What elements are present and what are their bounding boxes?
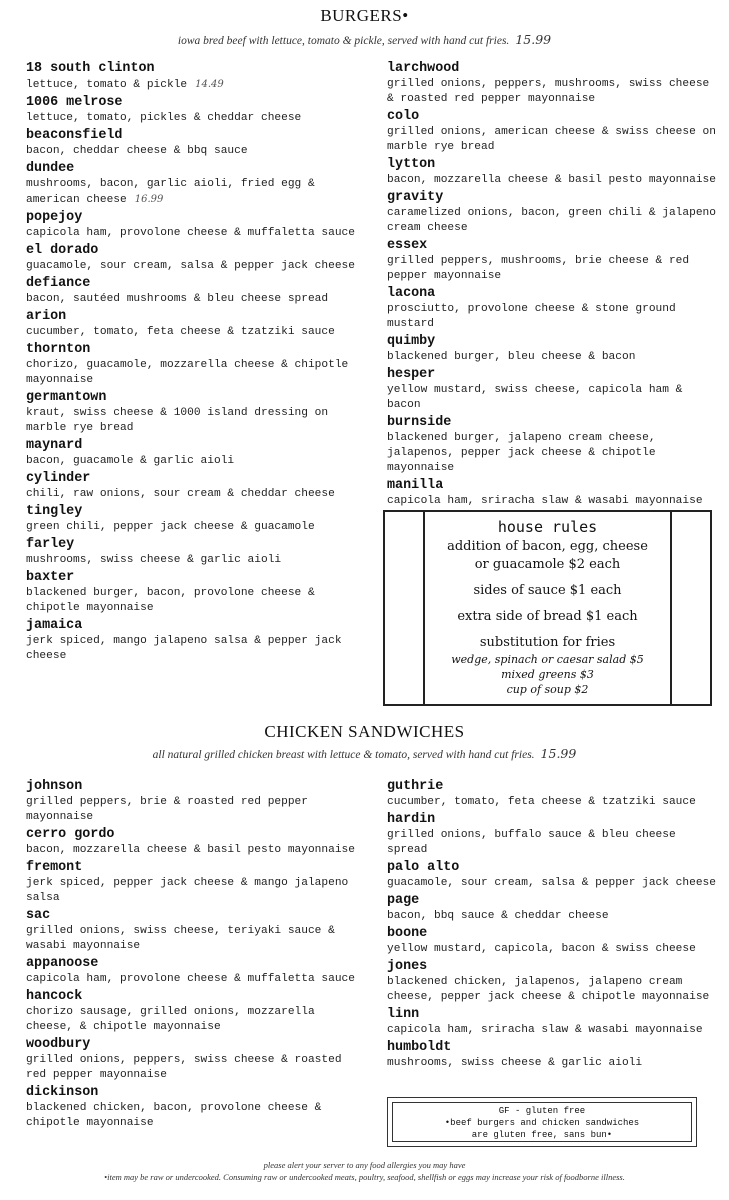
menu-item-description-text: grilled onions, buffalo sauce & bleu cheese spread: [387, 829, 676, 856]
gf-line-1: GF - gluten free: [498, 1106, 586, 1116]
menu-item-description-text: lettuce, tomato & pickle: [26, 79, 188, 91]
menu-item-description: [26, 634, 356, 664]
menu-item-name: lacona: [387, 286, 436, 301]
menu-item-description-text: bacon, mozzarella cheese & basil pesto mayonnaise: [387, 174, 716, 186]
menu-item-name: 1006 melrose: [26, 95, 123, 110]
rules-line-1b: or guacamole $2 each: [474, 557, 621, 572]
menu-item: [26, 471, 356, 502]
menu-item: [26, 210, 356, 241]
menu-item: [26, 95, 356, 126]
menu-item-description: [26, 1101, 356, 1131]
menu-item-name: larchwood: [387, 61, 460, 76]
menu-item-description-text: bacon, mozzarella cheese & basil pesto mayonnaise: [26, 844, 355, 856]
house-rules-title: house rules: [497, 518, 598, 536]
menu-item-description: [387, 876, 717, 891]
menu-item: [26, 1085, 356, 1131]
menu-item-name: baxter: [26, 570, 75, 585]
menu-item: [26, 61, 356, 93]
menu-item-description: [387, 431, 717, 476]
menu-item-name: arion: [26, 309, 67, 324]
burgers-left-column: [26, 61, 356, 666]
menu-item-description: [26, 226, 356, 241]
menu-item-description: [26, 111, 356, 126]
menu-item-name: cylinder: [26, 471, 91, 486]
menu-item: [387, 367, 717, 413]
menu-item-description: [26, 795, 356, 825]
menu-item-description-text: capicola ham, sriracha slaw & wasabi mayonnaise: [387, 1024, 703, 1036]
menu-item-description-text: mushrooms, bacon, garlic aioli, fried egg & american cheese: [26, 178, 315, 206]
raw-item-warning: •item may be raw or undercooked. Consuming raw or undercooked meats, poultry, seafood, shellfish or eggs may increase your risk of foodborne illness.: [104, 1172, 625, 1182]
menu-item-name: hardin: [387, 812, 436, 827]
menu-item-name: popejoy: [26, 210, 83, 225]
menu-item-description-text: chili, raw onions, sour cream & cheddar cheese: [26, 488, 335, 500]
menu-item-description-text: yellow mustard, swiss cheese, capicola ham & bacon: [387, 384, 683, 411]
menu-item-description: [26, 1005, 356, 1035]
menu-item: [387, 860, 717, 891]
menu-item-name: dickinson: [26, 1085, 99, 1100]
menu-item-description: [26, 292, 356, 307]
menu-item-description-text: grilled onions, peppers, swiss cheese & roasted red pepper mayonnaise: [26, 1054, 342, 1081]
rules-line-2: sides of sauce $1 each: [473, 583, 622, 598]
menu-item-description-text: capicola ham, provolone cheese & muffaletta sauce: [26, 227, 355, 239]
rules-line-4: substitution for fries: [479, 635, 616, 650]
chicken-price: 15.99: [540, 746, 577, 761]
burgers-subtitle-text: iowa bred beef with lettuce, tomato & pickle, served with hand cut fries.: [177, 35, 510, 47]
menu-item-name: cerro gordo: [26, 827, 115, 842]
menu-item: [26, 1037, 356, 1083]
menu-item: [26, 504, 356, 535]
menu-item-name: manilla: [387, 478, 444, 493]
menu-item-description: [26, 1053, 356, 1083]
menu-item-name: quimby: [387, 334, 436, 349]
rules-sub-1: wedge, spinach or caesar salad $5: [451, 653, 644, 666]
menu-item-description: [387, 909, 717, 924]
menu-item-price: 16.99: [134, 194, 164, 205]
menu-item-name: hancock: [26, 989, 83, 1004]
menu-item-name: palo alto: [387, 860, 460, 875]
menu-item-description: [26, 843, 356, 858]
menu-item-description-text: grilled onions, peppers, mushrooms, swiss cheese & roasted red pepper mayonnaise: [387, 78, 710, 105]
menu-item-name: beaconsfield: [26, 128, 123, 143]
menu-item: [26, 438, 356, 469]
menu-item: [26, 956, 356, 987]
menu-item-description: [387, 494, 717, 509]
menu-item: [26, 860, 356, 906]
menu-item-name: lytton: [387, 157, 436, 172]
menu-item-price: 14.49: [195, 79, 224, 90]
menu-item-description: [26, 876, 356, 906]
menu-item-description-text: guacamole, sour cream, salsa & pepper jack cheese: [387, 877, 716, 889]
menu-item-name: gravity: [387, 190, 444, 205]
menu-item-description: [26, 358, 356, 388]
rules-sub-2: mixed greens $3: [501, 668, 594, 681]
menu-item-description: [26, 553, 356, 568]
menu-item: [26, 908, 356, 954]
menu-item-description-text: prosciutto, provolone cheese & stone ground mustard: [387, 303, 676, 330]
menu-item-name: colo: [387, 109, 420, 124]
house-rules-content: [425, 518, 670, 697]
menu-item-description-text: blackened burger, jalapeno cream cheese, jalapenos, pepper jack cheese & chipotle mayonnaise: [387, 432, 656, 474]
menu-item-name: page: [387, 893, 420, 908]
menu-item: [387, 926, 717, 957]
menu-item-description-text: lettuce, tomato, pickles & cheddar cheese: [26, 112, 302, 124]
menu-item-description: [387, 254, 717, 284]
menu-item: [387, 190, 717, 236]
menu-item: [26, 618, 356, 664]
menu-item-description: [387, 77, 717, 107]
menu-item-name: burnside: [387, 415, 452, 430]
menu-item-name: jamaica: [26, 618, 83, 633]
menu-item-name: el dorado: [26, 243, 99, 258]
burgers-right-column: [387, 61, 717, 511]
menu-item: [26, 827, 356, 858]
menu-item-description-text: grilled onions, swiss cheese, teriyaki sauce & wasabi mayonnaise: [26, 925, 335, 952]
menu-item-description-text: green chili, pepper jack cheese & guacamole: [26, 521, 315, 533]
menu-item-name: tingley: [26, 504, 83, 519]
menu-item-description-text: grilled peppers, brie & roasted red pepper mayonnaise: [26, 796, 308, 823]
menu-item-description-text: bacon, bbq sauce & cheddar cheese: [387, 910, 609, 922]
menu-item-name: thornton: [26, 342, 91, 357]
menu-item-name: fremont: [26, 860, 83, 875]
chicken-left-column: [26, 779, 356, 1133]
menu-item-description: [387, 828, 717, 858]
gf-line-3: are gluten free, sans bun•: [471, 1130, 613, 1140]
chicken-subtitle-text: all natural grilled chicken breast with lettuce & tomato, served with hand cut fries.: [152, 749, 535, 761]
menu-item-name: 18 south clinton: [26, 61, 155, 76]
menu-item: [26, 128, 356, 159]
gluten-free-inner: [392, 1102, 692, 1142]
menu-item-description: [26, 924, 356, 954]
allergy-note: please alert your server to any food allergies you may have: [263, 1160, 466, 1170]
menu-item-description-text: chorizo sausage, grilled onions, mozzarella cheese, & chipotle mayonnaise: [26, 1006, 315, 1033]
menu-item-description-text: grilled peppers, mushrooms, brie cheese & red pepper mayonnaise: [387, 255, 690, 282]
menu-item-description-text: capicola ham, provolone cheese & muffaletta sauce: [26, 973, 355, 985]
menu-item: [387, 1007, 717, 1038]
menu-item-name: boone: [387, 926, 428, 941]
menu-item-description: [387, 1023, 717, 1038]
menu-item-description: [387, 173, 717, 188]
menu-item-description-text: jerk spiced, pepper jack cheese & mango jalapeno salsa: [26, 877, 349, 904]
rules-line-1a: addition of bacon, egg, cheese: [447, 539, 648, 554]
menu-item-description: [26, 487, 356, 502]
menu-item: [26, 243, 356, 274]
menu-item: [387, 334, 717, 365]
menu-item-description: [387, 302, 717, 332]
menu-item: [387, 812, 717, 858]
menu-item: [387, 286, 717, 332]
menu-item-description-text: grilled onions, american cheese & swiss cheese on marble rye bread: [387, 126, 716, 153]
menu-item-name: woodbury: [26, 1037, 91, 1052]
menu-item-description-text: blackened burger, bleu cheese & bacon: [387, 351, 636, 363]
menu-item-description-text: blackened chicken, jalapenos, jalapeno cream cheese, pepper jack cheese & chipotle mayonnaise: [387, 976, 710, 1003]
chicken-title: CHICKEN SANDWICHES: [264, 722, 465, 741]
menu-item: [26, 161, 356, 208]
menu-item-description: [387, 975, 717, 1005]
menu-item-description-text: mushrooms, swiss cheese & garlic aioli: [387, 1057, 643, 1069]
gf-line-2: •beef burgers and chicken sandwiches: [444, 1118, 640, 1128]
menu-item-description-text: guacamole, sour cream, salsa & pepper jack cheese: [26, 260, 355, 272]
menu-item: [26, 570, 356, 616]
menu-item: [26, 276, 356, 307]
rules-right-divider: [670, 512, 672, 704]
menu-item-description: [387, 1056, 717, 1071]
menu-item-description-text: kraut, swiss cheese & 1000 island dressing on marble rye bread: [26, 407, 329, 434]
menu-item-description: [387, 383, 717, 413]
menu-item: [26, 342, 356, 388]
menu-item: [387, 959, 717, 1005]
menu-item-name: humboldt: [387, 1040, 452, 1055]
menu-item: [26, 779, 356, 825]
menu-item-description: [387, 350, 717, 365]
menu-item-description: [26, 177, 356, 208]
menu-item-description: [387, 206, 717, 236]
menu-item: [26, 537, 356, 568]
rules-sub-3: cup of soup $2: [506, 683, 589, 696]
menu-item-name: farley: [26, 537, 75, 552]
menu-item-name: dundee: [26, 161, 75, 176]
menu-item-description: [26, 972, 356, 987]
burgers-subtitle: [0, 32, 729, 47]
menu-item-description-text: yellow mustard, capicola, bacon & swiss cheese: [387, 943, 696, 955]
menu-item-description: [26, 144, 356, 159]
menu-item-description-text: capicola ham, sriracha slaw & wasabi mayonnaise: [387, 495, 703, 507]
menu-item-description-text: blackened burger, bacon, provolone cheese & chipotle mayonnaise: [26, 587, 315, 614]
menu-item-description: [26, 586, 356, 616]
menu-item-name: johnson: [26, 779, 83, 794]
house-rules-box: [383, 510, 712, 706]
menu-item-description: [26, 77, 356, 93]
menu-item-name: guthrie: [387, 779, 444, 794]
menu-item: [387, 1040, 717, 1071]
burgers-price: 15.99: [515, 32, 552, 47]
menu-item-name: essex: [387, 238, 428, 253]
menu-item: [387, 61, 717, 107]
menu-item: [26, 390, 356, 436]
menu-item-description-text: bacon, sautéed mushrooms & bleu cheese spread: [26, 293, 329, 305]
menu-item: [387, 893, 717, 924]
menu-item-description-text: blackened chicken, bacon, provolone cheese & chipotle mayonnaise: [26, 1102, 322, 1129]
menu-item: [387, 478, 717, 509]
menu-item: [387, 415, 717, 476]
menu-item-description: [387, 125, 717, 155]
menu-item-description: [26, 406, 356, 436]
menu-item-description: [26, 325, 356, 340]
menu-item-name: hesper: [387, 367, 436, 382]
menu-item-description-text: chorizo, guacamole, mozzarella cheese & chipotle mayonnaise: [26, 359, 349, 386]
menu-item-name: germantown: [26, 390, 107, 405]
menu-item-name: linn: [387, 1007, 420, 1022]
menu-item-description-text: mushrooms, swiss cheese & garlic aioli: [26, 554, 282, 566]
menu-item-name: sac: [26, 908, 51, 923]
menu-item-description-text: cucumber, tomato, feta cheese & tzatziki sauce: [387, 796, 696, 808]
rules-line-3: extra side of bread $1 each: [457, 609, 638, 624]
menu-item-description-text: bacon, cheddar cheese & bbq sauce: [26, 145, 248, 157]
menu-item-description-text: bacon, guacamole & garlic aioli: [26, 455, 235, 467]
menu-item: [26, 989, 356, 1035]
menu-item: [387, 157, 717, 188]
menu-item: [387, 779, 717, 810]
menu-item-name: maynard: [26, 438, 83, 453]
menu-item-description: [387, 942, 717, 957]
menu-item-description-text: caramelized onions, bacon, green chili & jalapeno cream cheese: [387, 207, 716, 234]
chicken-right-column: [387, 779, 717, 1073]
menu-item-description: [26, 520, 356, 535]
menu-item-description: [387, 795, 717, 810]
chicken-subtitle: [0, 746, 729, 761]
menu-item: [26, 309, 356, 340]
gluten-free-box: [387, 1097, 697, 1147]
menu-item-description: [26, 259, 356, 274]
menu-item: [387, 238, 717, 284]
menu-item-description-text: jerk spiced, mango jalapeno salsa & pepper jack cheese: [26, 635, 342, 662]
menu-item-name: appanoose: [26, 956, 99, 971]
menu-item-description: [26, 454, 356, 469]
menu-item-description-text: cucumber, tomato, feta cheese & tzatziki sauce: [26, 326, 335, 338]
menu-item-name: jones: [387, 959, 428, 974]
burgers-title: BURGERS•: [320, 6, 409, 25]
menu-item: [387, 109, 717, 155]
menu-item-name: defiance: [26, 276, 91, 291]
